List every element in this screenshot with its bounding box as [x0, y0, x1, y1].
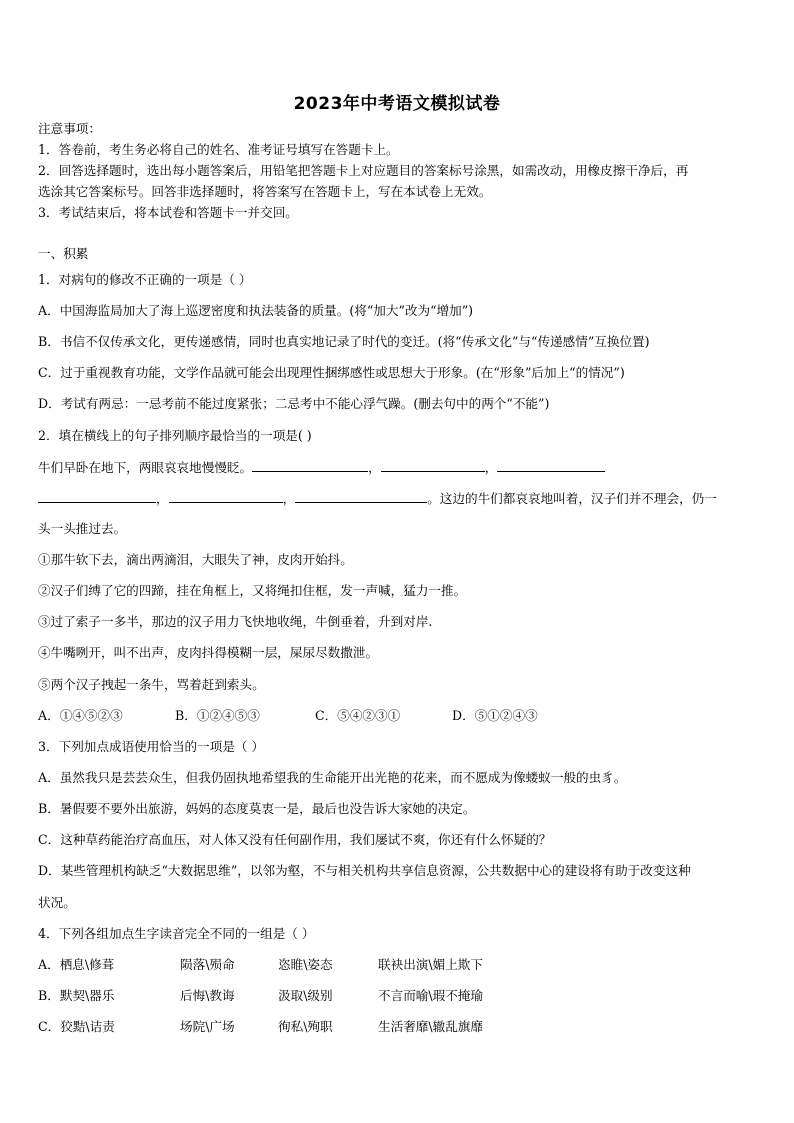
q2-passage-prefix: 牛们早卧在地下，两眼哀哀地慢慢眨。: [38, 460, 253, 475]
q2-stem: 2．填在横线上的句子排列顺序最恰当的一项是( ): [38, 428, 312, 443]
q4-cell: 徇私\殉职: [278, 1019, 333, 1034]
q2-sentence-4: ④牛嘴咧开，叫不出声，皮肉抖得模糊一层，屎尿尽数撒泄。: [38, 645, 379, 660]
q4-cell: 联袂出演\媚上欺下: [378, 957, 483, 972]
q2-passage-line-2: [38, 490, 717, 507]
notice-heading: 注意事项：: [38, 121, 101, 136]
q2-sentence-5: ⑤两个汉子拽起一条牛，骂着赶到索头。: [38, 677, 265, 692]
q4-cell: 场院\广场: [180, 1019, 235, 1034]
q4-cell: A．栖息\修葺: [38, 957, 115, 972]
q4-cell: 陨落\殒命: [180, 957, 235, 972]
q4-cell: 恣睢\姿态: [278, 957, 333, 972]
section-heading: 一、积累: [38, 246, 89, 261]
q3-option-a: A．虽然我只是芸芸众生，但我仍固执地希望我的生命能开出光艳的花来，而不愿成为像蝼蚁一般的虫豸。: [38, 770, 627, 785]
comma: ，: [282, 491, 296, 506]
answer-blank[interactable]: [38, 490, 156, 503]
q1-option-c: C．过于重视教育功能，文学作品就可能会出现理性捆绑感性或思想大于形象。(在“形象”后加上“的情况”): [38, 365, 625, 380]
q2-option-d[interactable]: D．⑤①②④③: [452, 708, 538, 723]
answer-blank[interactable]: [497, 459, 605, 472]
q3-option-c: C．这种草药能治疗高血压，对人体又没有任何副作用，我们屡试不爽，你还有什么怀疑的？: [38, 832, 552, 847]
q1-stem: 1．对病句的修改不正确的一项是（ ）: [38, 272, 252, 287]
q1-option-a: A．中国海监局加大了海上巡逻密度和执法装备的质量。(将“加大”改为“增加”): [38, 303, 474, 318]
page-title: 2023年中考语文模拟试卷: [293, 94, 501, 114]
q2-sentence-3: ③过了索子一多半，那边的汉子用力飞快地收绳，牛倒垂着，升到对岸.: [38, 614, 433, 629]
q3-stem: 3．下列加点成语使用恰当的一项是（ ）: [38, 739, 265, 754]
comma: ，: [156, 491, 169, 506]
q2-option-b[interactable]: B．①②④⑤③: [175, 708, 260, 723]
q4-row-b: [38, 988, 483, 1004]
notice-item-3: 3．考试结束后，将本试卷和答题卡一并交回。: [38, 205, 298, 220]
q1-option-d: D．考试有两忌：一忌考前不能过度紧张；二忌考中不能心浮气躁。(删去句中的两个“不能”): [38, 396, 550, 411]
q2-passage-line-1: [38, 459, 605, 476]
q3-option-d-cont: 状况。: [38, 895, 76, 910]
answer-blank[interactable]: [295, 490, 427, 503]
q3-option-b: B．暑假要不要外出旅游，妈妈的态度莫衷一是，最后也没告诉大家她的决定。: [38, 801, 476, 816]
answer-blank[interactable]: [169, 490, 283, 503]
q4-cell: 后悔\教诲: [180, 988, 235, 1003]
notice-item-1: 1．答卷前，考生务必将自己的姓名、准考证号填写在答题卡上。: [38, 142, 399, 157]
comma: ，: [368, 460, 381, 475]
q4-cell: 不言而喻\瑕不掩瑜: [378, 988, 483, 1003]
q2-option-c[interactable]: C．⑤④②③①: [315, 708, 401, 723]
answer-blank[interactable]: [252, 459, 368, 472]
notice-item-2: 2．回答选择题时，选出每小题答案后，用铅笔把答题卡上对应题目的答案标号涂黑，如需改动，用橡皮擦干净后，再: [38, 163, 689, 178]
q4-cell: C．狡黠\诘责: [38, 1019, 115, 1034]
notice-item-2-cont: 选涂其它答案标号。回答非选择题时，将答案写在答题卡上，写在本试卷上无效。: [38, 184, 492, 199]
q2-passage-suffix: 。这边的牛们都哀哀地叫着，汉子们并不理会，仍一: [427, 491, 717, 506]
answer-blank[interactable]: [381, 459, 485, 472]
q4-row-c: [38, 1019, 483, 1035]
q4-cell: 汲取\级别: [278, 988, 333, 1003]
q2-sentence-2: ②汉子们缚了它的四蹄，挂在角框上，又将绳扣住框，发一声喊，猛力一推。: [38, 583, 467, 598]
q4-stem: 4．下列各组加点生字读音完全不同的一组是（ ）: [38, 926, 315, 941]
q4-row-a: [38, 957, 483, 973]
comma: ，: [484, 460, 498, 475]
q2-option-a[interactable]: A．①④⑤②③: [38, 708, 123, 723]
q3-option-d: D．某些管理机构缺乏“大数据思维”，以邻为壑，不与相关机构共享信息资源，公共数据中心的建设将有助于改变这种: [38, 863, 691, 878]
q2-passage-line-3: 头一头推过去。: [38, 521, 127, 536]
q1-option-b: B．书信不仅传承文化，更传递感情，同时也真实地记录了时代的变迁。(将“传承文化”与“传递感情”互换位置): [38, 334, 650, 349]
q2-options: [38, 708, 538, 724]
q4-cell: B．默契\器乐: [38, 988, 115, 1003]
q4-cell: 生活奢靡\辙乱旗靡: [378, 1019, 483, 1034]
q2-sentence-1: ①那牛软下去，滴出两滴泪，大眼失了神，皮肉开始抖。: [38, 552, 353, 567]
